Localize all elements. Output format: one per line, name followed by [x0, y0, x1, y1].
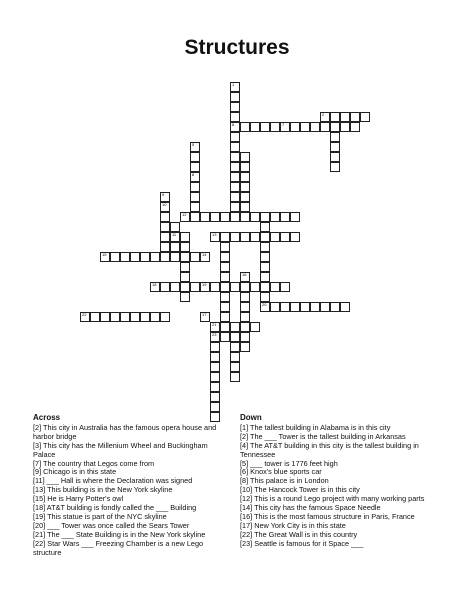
grid-cell[interactable] [220, 322, 230, 332]
grid-cell[interactable] [270, 122, 280, 132]
grid-cell[interactable] [180, 232, 190, 242]
cell-number: 7 [282, 122, 285, 127]
grid-cell[interactable] [210, 342, 220, 352]
grid-cell[interactable] [230, 132, 240, 142]
grid-cell[interactable] [210, 362, 220, 372]
grid-cell[interactable] [330, 122, 340, 132]
grid-cell[interactable] [290, 212, 300, 222]
grid-cell[interactable] [220, 232, 230, 242]
grid-cell[interactable] [190, 182, 200, 192]
grid-cell[interactable] [240, 192, 250, 202]
grid-cell[interactable] [210, 282, 220, 292]
grid-cell[interactable] [330, 132, 340, 142]
grid-cell[interactable] [320, 112, 330, 122]
grid-cell[interactable] [260, 282, 270, 292]
grid-cell[interactable] [190, 212, 200, 222]
grid-cell[interactable] [160, 252, 170, 262]
down-clue: [17] New York City is in this state [240, 520, 346, 530]
cell-number: 17 [202, 312, 207, 317]
grid-cell[interactable] [240, 232, 250, 242]
grid-cell[interactable] [220, 242, 230, 252]
cell-number: 11 [172, 232, 177, 237]
grid-cell[interactable] [230, 232, 240, 242]
grid-cell[interactable] [240, 202, 250, 212]
across-clue: [18] AT&T building is fondly called the ___ Building [33, 503, 197, 513]
grid-cell[interactable] [260, 212, 270, 222]
grid-cell[interactable] [310, 302, 320, 312]
across-clue: [22] Star Wars ___ Freezing Chamber is a new Lego structure [33, 538, 204, 557]
grid-cell[interactable] [240, 152, 250, 162]
grid-cell[interactable] [220, 282, 230, 292]
grid-cell[interactable] [190, 192, 200, 202]
grid-cell[interactable] [190, 282, 200, 292]
grid-cell[interactable] [180, 262, 190, 272]
grid-cell[interactable] [230, 172, 240, 182]
grid-cell[interactable] [230, 182, 240, 192]
grid-cell[interactable] [230, 122, 240, 132]
grid-cell[interactable] [240, 162, 250, 172]
grid-cell[interactable] [260, 272, 270, 282]
grid-cell[interactable] [170, 232, 180, 242]
grid-cell[interactable] [190, 152, 200, 162]
grid-cell[interactable] [220, 312, 230, 322]
down-clue: [14] This city has the famous Space Needle [240, 503, 381, 513]
grid-cell[interactable] [320, 302, 330, 312]
down-clue: [22] The Great Wall is in this country [240, 529, 358, 539]
grid-cell[interactable] [230, 332, 240, 342]
grid-cell[interactable] [170, 282, 180, 292]
grid-cell[interactable] [220, 262, 230, 272]
grid-cell[interactable] [170, 252, 180, 262]
grid-cell[interactable] [150, 252, 160, 262]
grid-cell[interactable] [300, 122, 310, 132]
down-clue: [2] The ___ Tower is the tallest building in Arkansas [240, 431, 406, 441]
down-clue: [6] Knox's blue sports car [240, 467, 322, 477]
grid-cell[interactable] [230, 102, 240, 112]
grid-cell[interactable] [280, 302, 290, 312]
grid-cell[interactable] [230, 192, 240, 202]
grid-cell[interactable] [290, 232, 300, 242]
grid-cell[interactable] [260, 242, 270, 252]
down-clue: [8] This palace is in London [240, 476, 329, 486]
down-list [240, 424, 454, 549]
cell-number: 14 [202, 252, 207, 257]
grid-cell[interactable] [360, 112, 370, 122]
grid-cell[interactable] [80, 312, 90, 322]
across-heading: Across [33, 413, 61, 422]
down-clue: [4] The AT&T building in this city is the tallest building in Tennessee [240, 440, 419, 459]
across-list [33, 424, 229, 558]
down-clue: [12] This is a round Lego project with many working parts [240, 494, 425, 504]
grid-cell[interactable] [350, 112, 360, 122]
cell-number: 22 [82, 312, 87, 317]
grid-cell[interactable] [150, 282, 160, 292]
across-clue: [9] Chicago is in this state [33, 467, 117, 477]
grid-cell[interactable] [140, 312, 150, 322]
cell-number: 23 [212, 332, 217, 337]
grid-cell[interactable] [350, 122, 360, 132]
grid-cell[interactable] [160, 222, 170, 232]
grid-cell[interactable] [170, 242, 180, 252]
cell-number: 16 [242, 272, 247, 277]
grid-cell[interactable] [150, 312, 160, 322]
grid-cell[interactable] [270, 282, 280, 292]
grid-cell[interactable] [240, 182, 250, 192]
grid-cell[interactable] [130, 312, 140, 322]
grid-cell[interactable] [270, 302, 280, 312]
down-clue: [23] Seattle is famous for it Space ___ [240, 538, 364, 548]
grid-cell[interactable] [280, 212, 290, 222]
grid-cell[interactable] [240, 122, 250, 132]
grid-cell[interactable] [180, 212, 190, 222]
across-clue: [2] This city in Australia has the famous opera house and harbor bridge [33, 422, 217, 441]
grid-cell[interactable] [230, 322, 240, 332]
grid-cell[interactable] [220, 332, 230, 342]
grid-cell[interactable] [290, 122, 300, 132]
down-heading: Down [240, 413, 262, 422]
grid-cell[interactable] [210, 382, 220, 392]
grid-cell[interactable] [250, 232, 260, 242]
grid-cell[interactable] [230, 142, 240, 152]
grid-cell[interactable] [320, 122, 330, 132]
grid-cell[interactable] [240, 292, 250, 302]
grid-cell[interactable] [170, 222, 180, 232]
grid-cell[interactable] [220, 212, 230, 222]
grid-cell[interactable] [160, 232, 170, 242]
grid-cell[interactable] [160, 312, 170, 322]
grid-cell[interactable] [210, 392, 220, 402]
grid-cell[interactable] [270, 232, 280, 242]
cell-number: 19 [202, 282, 207, 287]
grid-cell[interactable] [210, 322, 220, 332]
grid-cell[interactable] [130, 252, 140, 262]
grid-cell[interactable] [240, 272, 250, 282]
grid-cell[interactable] [120, 252, 130, 262]
cell-number: 1 [232, 82, 235, 87]
grid-cell[interactable] [240, 282, 250, 292]
cell-number: 15 [102, 252, 107, 257]
cell-number: 9 [162, 192, 165, 197]
grid-cell[interactable] [260, 252, 270, 262]
grid-cell[interactable] [240, 342, 250, 352]
grid-cell[interactable] [260, 302, 270, 312]
across-clue: [3] This city has the Millenium Wheel and Buckingham Palace [33, 440, 208, 459]
cell-number: 18 [152, 282, 157, 287]
across-clues [33, 414, 229, 558]
grid-cell[interactable] [200, 312, 210, 322]
grid-cell[interactable] [220, 272, 230, 282]
grid-cell[interactable] [230, 82, 240, 92]
grid-cell[interactable] [160, 282, 170, 292]
cell-number: 20 [262, 302, 267, 307]
down-clues [240, 414, 454, 549]
grid-cell[interactable] [110, 312, 120, 322]
cell-number: 5 [192, 142, 195, 147]
grid-cell[interactable] [200, 282, 210, 292]
grid-cell[interactable] [240, 172, 250, 182]
grid-cell[interactable] [260, 232, 270, 242]
cell-number: 21 [212, 322, 217, 327]
grid-cell[interactable] [200, 252, 210, 262]
grid-cell[interactable] [210, 232, 220, 242]
grid-cell[interactable] [250, 122, 260, 132]
grid-cell[interactable] [290, 302, 300, 312]
grid-cell[interactable] [260, 292, 270, 302]
grid-cell[interactable] [190, 252, 200, 262]
grid-cell[interactable] [240, 322, 250, 332]
grid-cell[interactable] [210, 372, 220, 382]
cell-number: 10 [162, 202, 167, 207]
grid-cell[interactable] [330, 152, 340, 162]
grid-cell[interactable] [240, 212, 250, 222]
grid-cell[interactable] [210, 212, 220, 222]
grid-cell[interactable] [110, 252, 120, 262]
grid-cell[interactable] [190, 202, 200, 212]
grid-cell[interactable] [90, 312, 100, 322]
down-clue: [10] The Hancock Tower is in this city [240, 485, 360, 495]
grid-cell[interactable] [180, 282, 190, 292]
grid-cell[interactable] [160, 212, 170, 222]
grid-cell[interactable] [220, 292, 230, 302]
grid-cell[interactable] [250, 322, 260, 332]
grid-cell[interactable] [310, 122, 320, 132]
grid-cell[interactable] [230, 362, 240, 372]
cell-number: 8 [192, 172, 195, 177]
grid-cell[interactable] [230, 202, 240, 212]
grid-cell[interactable] [100, 252, 110, 262]
grid-cell[interactable] [230, 342, 240, 352]
grid-cell[interactable] [230, 352, 240, 362]
grid-cell[interactable] [240, 312, 250, 322]
grid-cell[interactable] [300, 302, 310, 312]
grid-cell[interactable] [260, 122, 270, 132]
grid-cell[interactable] [330, 142, 340, 152]
grid-cell[interactable] [230, 152, 240, 162]
grid-cell[interactable] [260, 262, 270, 272]
grid-cell[interactable] [140, 252, 150, 262]
grid-cell[interactable] [230, 92, 240, 102]
across-clue: [20] ___ Tower was once called the Sears Tower [33, 520, 190, 530]
grid-cell[interactable] [180, 292, 190, 302]
grid-cell[interactable] [120, 312, 130, 322]
grid-cell[interactable] [190, 142, 200, 152]
grid-cell[interactable] [330, 302, 340, 312]
across-clue: [13] This building is in the New York skyline [33, 485, 173, 495]
grid-cell[interactable] [180, 252, 190, 262]
grid-cell[interactable] [190, 172, 200, 182]
grid-cell[interactable] [160, 242, 170, 252]
puzzle-title: Structures [184, 36, 290, 59]
grid-cell[interactable] [160, 202, 170, 212]
grid-cell[interactable] [230, 372, 240, 382]
grid-cell[interactable] [340, 122, 350, 132]
cell-number: 2 [322, 112, 325, 117]
cell-number: 13 [212, 232, 217, 237]
cell-number: 6 [232, 122, 235, 127]
grid-cell[interactable] [190, 162, 200, 172]
grid-cell[interactable] [250, 212, 260, 222]
grid-cell[interactable] [230, 112, 240, 122]
grid-cell[interactable] [200, 212, 210, 222]
grid-cell[interactable] [220, 302, 230, 312]
grid-cell[interactable] [280, 232, 290, 242]
grid-cell[interactable] [280, 282, 290, 292]
grid-cell[interactable] [280, 122, 290, 132]
across-clue: [21] The ___ State Building is in the New York skyline [33, 529, 206, 539]
down-clue: [16] This is the most famous structure in Paris, France [240, 511, 415, 521]
grid-cell[interactable] [230, 282, 240, 292]
down-clue: [1] The tallest building in Alabama is in this city [240, 422, 391, 432]
cell-number: 12 [182, 212, 187, 217]
across-clue: [15] He is Harry Potter's owl [33, 494, 124, 504]
grid-cell[interactable] [340, 112, 350, 122]
grid-cell[interactable] [340, 302, 350, 312]
grid-cell[interactable] [240, 332, 250, 342]
grid-cell[interactable] [230, 212, 240, 222]
grid-cell[interactable] [180, 272, 190, 282]
down-clue: [5] ___ tower is 1776 feet high [240, 458, 338, 468]
grid-cell[interactable] [220, 252, 230, 262]
grid-cell[interactable] [250, 282, 260, 292]
across-clue: [11] ___ Hall is where the Declaration was signed [33, 476, 193, 486]
across-clue: [7] The country that Legos come from [33, 458, 155, 468]
grid-cell[interactable] [270, 212, 280, 222]
grid-cell[interactable] [230, 162, 240, 172]
across-clue: [19] This statue is part of the NYC skyline [33, 511, 167, 521]
grid-cell[interactable] [210, 402, 220, 412]
grid-cell[interactable] [210, 332, 220, 342]
grid-cell[interactable] [180, 242, 190, 252]
grid-cell[interactable] [260, 222, 270, 232]
grid-cell[interactable] [330, 162, 340, 172]
grid-cell[interactable] [210, 352, 220, 362]
grid-cell[interactable] [330, 112, 340, 122]
grid-cell[interactable] [100, 312, 110, 322]
grid-cell[interactable] [160, 192, 170, 202]
grid-cell[interactable] [240, 302, 250, 312]
